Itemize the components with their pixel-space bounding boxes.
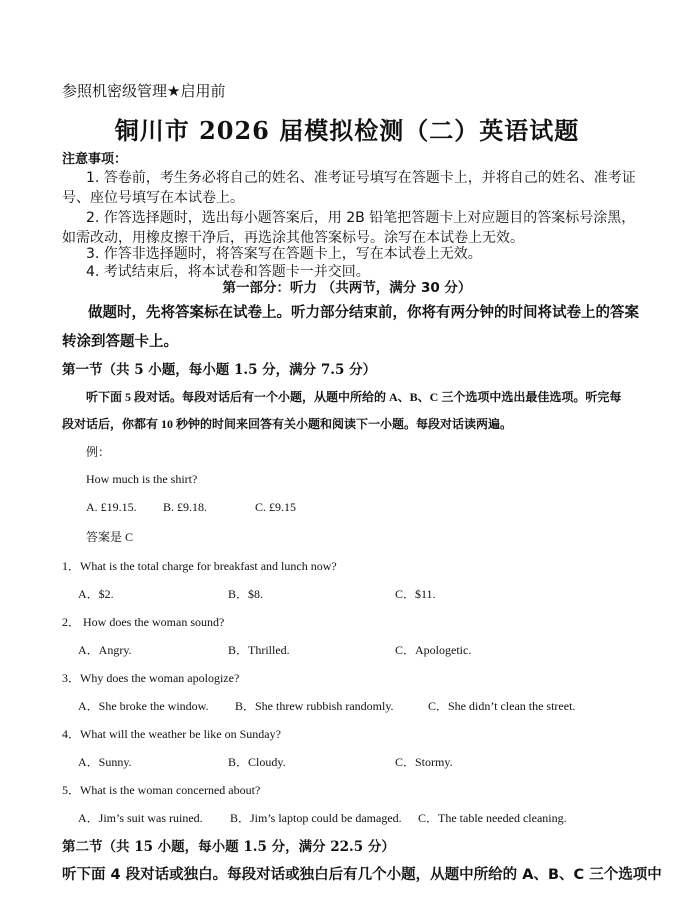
section1-heading: 第一节（共 5 小题，每小题 1.5 分，满分 7.5 分）: [62, 362, 377, 378]
q4-option-c: C．Stormy.: [395, 755, 453, 769]
section2-instruction-a: 听下面 4 段对话或独白。每段对话或独白后有几个小题，从题中所给的 A、B、C 三个选项中: [62, 867, 662, 883]
question-4: 4．What will the weather be like on Sunday?: [62, 727, 281, 741]
q1-option-a: A．$2.: [78, 587, 114, 601]
example-option-c: C. £9.15: [255, 500, 297, 514]
example-label: 例：: [86, 445, 111, 459]
q5-option-c: C．The table needed cleaning.: [418, 811, 567, 825]
note-1b: 号、座位号填写在本试卷上。: [62, 190, 244, 206]
q1-option-b: B．$8.: [228, 587, 264, 601]
example-answer: 答案是 C: [86, 530, 134, 544]
notes-heading: 注意事项：: [62, 152, 128, 167]
note-3: 3. 作答非选择题时，将答案写在答题卡上，写在本试卷上无效。: [86, 246, 482, 262]
q5-option-a: A．Jim’s suit was ruined.: [78, 811, 203, 825]
section1-instruction-a: 听下面 5 段对话。每段对话后有一个小题，从题中所给的 A、B、C 三个选项中选出最佳选项。听完每: [86, 390, 622, 404]
part1-instruction-a: 做题时，先将答案标在试卷上。听力部分结束前，你将有两分钟的时间将试卷上的答案: [88, 305, 639, 321]
q2-option-c: C．Apologetic.: [395, 643, 472, 657]
section2-heading: 第二节（共 15 小题，每小题 1.5 分，满分 22.5 分）: [62, 839, 395, 855]
part1-heading: 第一部分：听力 （共两节，满分 30 分）: [222, 280, 472, 296]
part1-instruction-b: 转涂到答题卡上。: [62, 334, 178, 350]
q2-option-a: A．Angry.: [78, 643, 132, 657]
page-title: 铜川市 2026 届模拟检测（二）英语试题: [114, 116, 580, 145]
example-option-a: A. £19.15.: [86, 500, 137, 514]
q3-option-b: B．She threw rubbish randomly.: [235, 699, 394, 713]
note-2b: 如需改动，用橡皮擦干净后，再选涂其他答案标号。涂写在本试卷上无效。: [62, 230, 524, 246]
q3-option-a: A．She broke the window.: [78, 699, 209, 713]
example-question: How much is the shirt?: [86, 472, 198, 486]
question-2: 2． How does the woman sound?: [62, 615, 225, 629]
q5-option-b: B．Jim’s laptop could be damaged.: [230, 811, 402, 825]
question-5: 5．What is the woman concerned about?: [62, 783, 261, 797]
q3-option-c: C．She didn’t clean the street.: [428, 699, 576, 713]
q2-option-b: B．Thrilled.: [228, 643, 290, 657]
note-4: 4. 考试结束后，将本试卷和答题卡一并交回。: [86, 264, 370, 280]
question-1: 1．What is the total charge for breakfast and lunch now?: [62, 559, 337, 573]
q4-option-b: B．Cloudy.: [228, 755, 286, 769]
note-2a: 2. 作答选择题时，选出每小题答案后，用 2B 铅笔把答题卡上对应题目的答案标号涂黑，: [86, 210, 636, 226]
q4-option-a: A．Sunny.: [78, 755, 132, 769]
q1-option-c: C．$11.: [395, 587, 436, 601]
example-option-b: B. £9.18.: [163, 500, 208, 514]
question-3: 3．Why does the woman apologize?: [62, 671, 240, 685]
confidential-label: 参照机密级管理★启用前: [62, 82, 226, 100]
section1-instruction-b: 段对话后，你都有 10 秒钟的时间来回答有关小题和阅读下一小题。每段对话读两遍。: [62, 417, 513, 431]
note-1a: 1. 答卷前，考生务必将自己的姓名、准考证号填写在答题卡上，并将自己的姓名、准考证: [86, 170, 636, 186]
